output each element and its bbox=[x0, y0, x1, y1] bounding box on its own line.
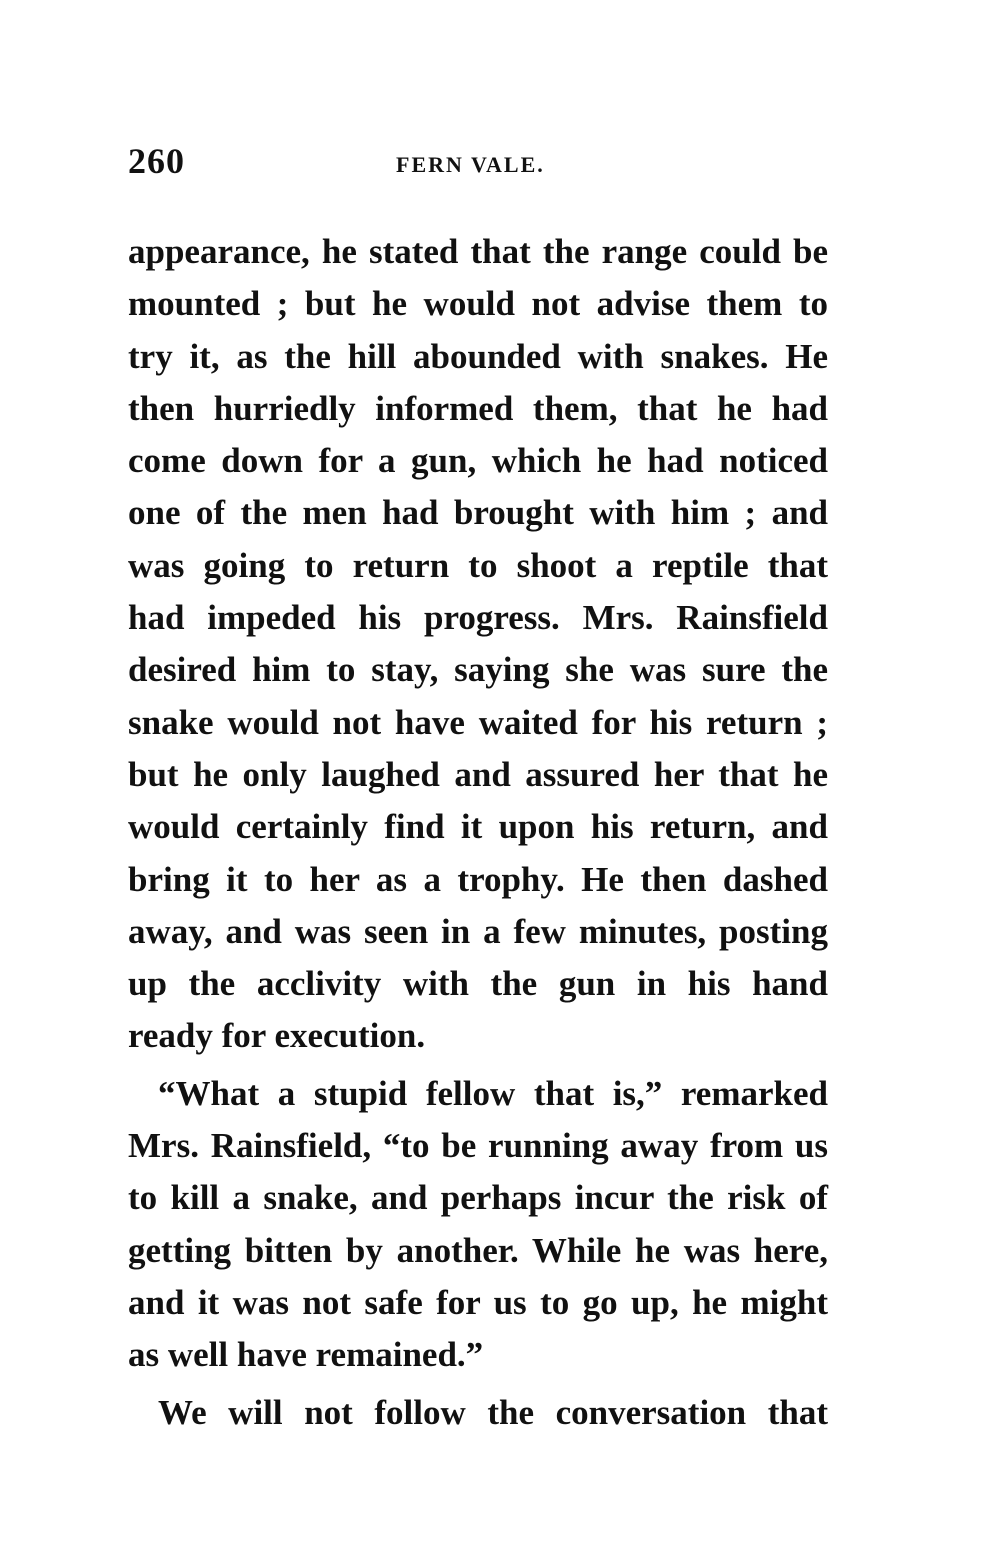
paragraph bbox=[128, 226, 828, 1063]
text-line: had impeded his progress. Mrs. Rainsfield bbox=[128, 598, 828, 638]
text-line: up the acclivity with the gun in his hand bbox=[128, 964, 828, 1004]
page-number: 260 bbox=[128, 141, 185, 181]
text-line: away, and was seen in a few minutes, posting bbox=[128, 911, 828, 951]
running-title: FERN VALE. bbox=[396, 152, 545, 177]
text-line: and it was not safe for us to go up, he might bbox=[128, 1282, 828, 1322]
text-line: ready for execution. bbox=[128, 1016, 426, 1056]
text-line: “What a stupid fellow that is,” remarked bbox=[158, 1073, 828, 1113]
paragraph bbox=[128, 1068, 828, 1382]
text-line: mounted ; but he would not advise them to bbox=[128, 284, 828, 324]
text-line: try it, as the hill abounded with snakes. He bbox=[128, 336, 828, 376]
text-line: snake would not have waited for his return ; bbox=[128, 702, 828, 742]
text-line: would certainly find it upon his return, and bbox=[128, 807, 828, 847]
text-line: Mrs. Rainsfield, “to be running away from us bbox=[128, 1126, 828, 1166]
text-line: come down for a gun, which he had noticed bbox=[128, 441, 828, 481]
body-text bbox=[128, 226, 828, 1439]
text-line: was going to return to shoot a reptile that bbox=[128, 545, 828, 585]
text-line: bring it to her as a trophy. He then dashed bbox=[128, 859, 828, 899]
text-line: getting bitten by another. While he was here, bbox=[128, 1230, 828, 1270]
text-line: We will not follow the conversation that bbox=[158, 1392, 828, 1432]
text-line: as well have remained.” bbox=[128, 1335, 484, 1375]
text-line: appearance, he stated that the range could be bbox=[128, 232, 828, 271]
text-line: to kill a snake, and perhaps incur the risk of bbox=[128, 1178, 828, 1218]
text-line: but he only laughed and assured her that he bbox=[128, 754, 828, 794]
text-line: desired him to stay, saying she was sure the bbox=[128, 650, 828, 690]
paragraph bbox=[128, 1387, 828, 1439]
text-line: one of the men had brought with him ; and bbox=[128, 493, 828, 533]
text-line: then hurriedly informed them, that he had bbox=[128, 388, 828, 428]
page-header bbox=[128, 140, 828, 190]
